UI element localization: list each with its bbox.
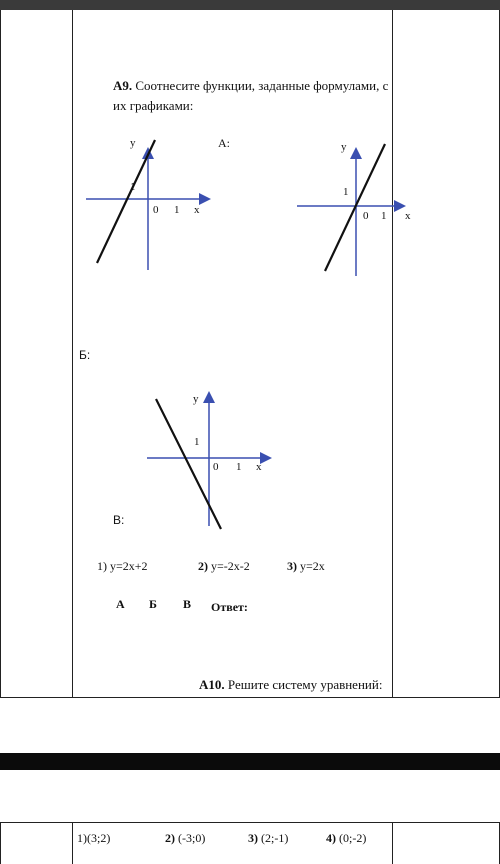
formula-2 xyxy=(198,559,250,574)
table-border-bottom xyxy=(0,697,500,698)
graph-2 xyxy=(293,138,423,278)
task-a9-line2: их графиками: xyxy=(113,98,194,113)
formula-3-text: y=2x xyxy=(300,559,325,573)
lower-table-column-divider xyxy=(392,822,393,864)
task-a9-text: Соотнесите функции, заданные формулами, с xyxy=(135,78,389,93)
formula-3-number: 3) xyxy=(287,559,297,573)
graph-2-tick-one-y: 1 xyxy=(343,186,349,198)
graph-3-line xyxy=(156,399,221,529)
formula-2-text: y=-2x-2 xyxy=(211,559,250,573)
option-1-number: 1) xyxy=(77,831,87,845)
formula-1 xyxy=(97,559,148,574)
graph-3 xyxy=(143,388,273,533)
option-2-number: 2) xyxy=(165,831,175,845)
table-column-divider xyxy=(392,10,393,698)
option-1 xyxy=(77,831,110,846)
formula-1-number: 1) xyxy=(97,559,107,573)
task-a10 xyxy=(199,675,382,695)
lower-table-border-left xyxy=(0,822,1,864)
lower-table-column-divider xyxy=(72,822,73,864)
option-3-text: (2;-1) xyxy=(261,831,289,845)
graph-1-line xyxy=(97,140,155,263)
option-2 xyxy=(165,831,205,846)
graph-1-origin: 0 xyxy=(153,204,159,216)
graph-2-x-label: x xyxy=(405,210,411,222)
graph-label-a: А: xyxy=(218,136,230,150)
lower-table-border-top xyxy=(0,822,500,823)
answer-letter-a: А xyxy=(116,597,125,611)
top-bar xyxy=(0,0,500,10)
answer-label: Ответ: xyxy=(211,600,248,614)
graph-label-b: Б: xyxy=(79,348,91,362)
task-a9-line1 xyxy=(113,76,388,96)
graph-1 xyxy=(80,130,220,280)
graph-1-y-label: y xyxy=(130,137,136,149)
option-3 xyxy=(248,831,288,846)
formula-1-text: y=2x+2 xyxy=(110,559,148,573)
formula-3 xyxy=(287,559,325,574)
option-4-text: (0;-2) xyxy=(339,831,367,845)
option-1-text: (3;2) xyxy=(87,831,111,845)
graph-3-tick-one-x: 1 xyxy=(236,461,242,473)
answer-letter-b: Б xyxy=(149,597,157,611)
answer-letter-v: В xyxy=(183,597,192,611)
option-2-text: (-3;0) xyxy=(178,831,206,845)
graph-1-x-label: x xyxy=(194,204,200,216)
graph-3-x-label: x xyxy=(256,461,262,473)
graph-2-line xyxy=(325,144,385,271)
option-4-number: 4) xyxy=(326,831,336,845)
option-4 xyxy=(326,831,366,846)
option-3-number: 3) xyxy=(248,831,258,845)
table-column-divider xyxy=(72,10,73,698)
formula-2-number: 2) xyxy=(198,559,208,573)
graph-2-tick-one-x: 1 xyxy=(381,210,387,222)
graph-2-y-label: y xyxy=(341,141,347,153)
task-a10-text: Решите систему уравнений: xyxy=(227,677,383,692)
task-a10-number: А10. xyxy=(199,677,225,692)
graph-3-tick-one-y: 1 xyxy=(194,436,200,448)
graph-label-v: В: xyxy=(113,513,125,527)
page-separator-bar xyxy=(0,753,500,770)
graph-2-origin: 0 xyxy=(363,210,369,222)
table-border-left xyxy=(0,10,1,698)
graph-1-tick-one-y: 1 xyxy=(130,181,136,193)
graph-3-origin: 0 xyxy=(213,461,219,473)
graph-1-tick-one-x: 1 xyxy=(174,204,180,216)
graph-3-y-label: y xyxy=(193,393,199,405)
task-a9-number: А9. xyxy=(113,78,133,93)
